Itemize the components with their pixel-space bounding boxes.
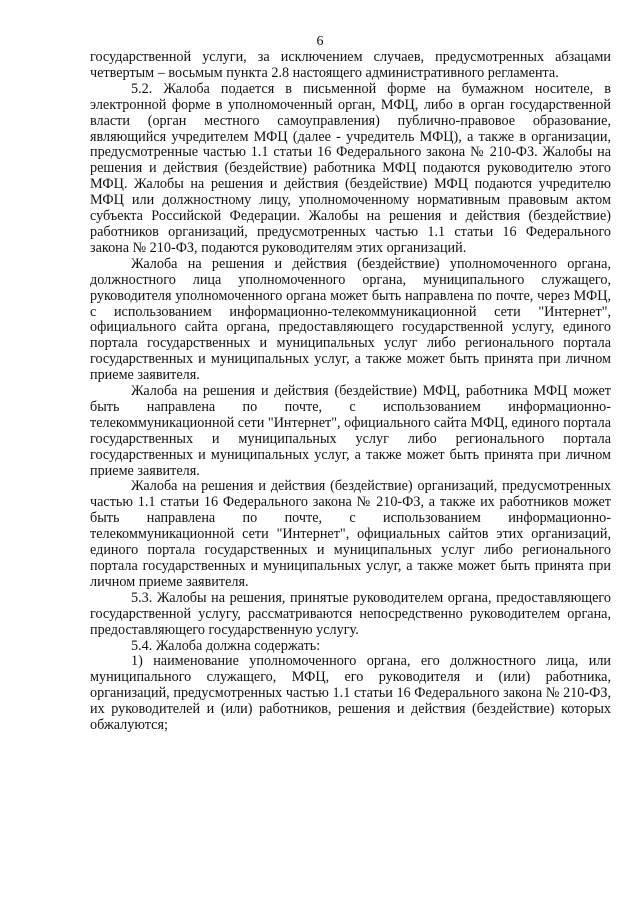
paragraph-complaint-authority: Жалоба на решения и действия (бездействие) уполномоченного органа, должностного лица уполномоченного органа, муниципального служащего, руководителя уполномоченного органа может быть направлена по почте, через МФЦ, с использованием информационно-телекоммуникационной сети "Интернет", официального сайта органа, предоставляющего государственной услугу, единого портала государственных и муниципальных услуг либо регионального портала государственных и муниципальных услуг, а также может быть принята при личном приеме заявителя. — [90, 255, 611, 384]
paragraph-5-4-item-1: 1) наименование уполномоченного органа, его должностного лица, или муниципального служащего, МФЦ, его руководителя и (или) работника, организаций, предусмотренных частью 1.1 статьи 16 Федерального закона № 210-ФЗ, их руководителей и (или) работников, решения и действия (бездействие) которых обжалуются; — [90, 653, 611, 734]
page-number: 6 — [316, 34, 324, 49]
paragraph-5-2: 5.2. Жалоба подается в письменной форме на бумажном носителе, в электронной форме в уполномоченный орган, МФЦ, либо в орган государственной власти (орган местного самоуправления) публично-правовое образование, являющийся учредителем МФЦ (далее - учредитель МФЦ), а также в организации, предусмотренные частью 1.1 статьи 16 Федерального закона № 210-ФЗ. Жалобы на решения и действия (бездействие) работника МФЦ подаются руководителю этого МФЦ. Жалобы на решения и действия (бездействие) МФЦ подаются учредителю МФЦ или должностному лицу, уполномоченному нормативным правовым актом субъекта Российской Федерации. Жалобы на решения и действия (бездействие) работников организаций, предусмотренных частью 1.1 статьи 16 Федерального закона № 210-ФЗ, подаются руководителям этих организаций. — [90, 80, 611, 256]
paragraph-continuation: государственной услуги, за исключением случаев, предусмотренных абзацами четвертым – восьмым пункта 2.8 настоящего административного регламента. — [90, 49, 611, 81]
document-body — [90, 50, 611, 734]
paragraph-complaint-mfc: Жалоба на решения и действия (бездействие) МФЦ, работника МФЦ может быть направлена по почте, с использованием информационно-телекоммуникационной сети "Интернет", официального сайта МФЦ, единого портала государственных и муниципальных услуг либо регионального портала государственных и муниципальных услуг, а также может быть принята при личном приеме заявителя. — [90, 383, 611, 479]
paragraph-5-3: 5.3. Жалобы на решения, принятые руководителем органа, предоставляющего государственной услугу, рассматриваются непосредственно руководителем органа, предоставляющего государственную услугу. — [90, 589, 611, 638]
paragraph-complaint-organizations: Жалоба на решения и действия (бездействие) организаций, предусмотренных частью 1.1 статьи 16 Федерального закона № 210-ФЗ, а также их работников может быть направлена по почте, с использованием информационно-телекоммуникационной сети "Интернет", официальных сайтов этих организаций, единого портала государственных и муниципальных услуг либо регионального портала государственных и муниципальных услуг, а также может быть принята при личном приеме заявителя. — [90, 478, 611, 590]
paragraph-5-4: 5.4. Жалоба должна содержать: — [131, 637, 321, 654]
